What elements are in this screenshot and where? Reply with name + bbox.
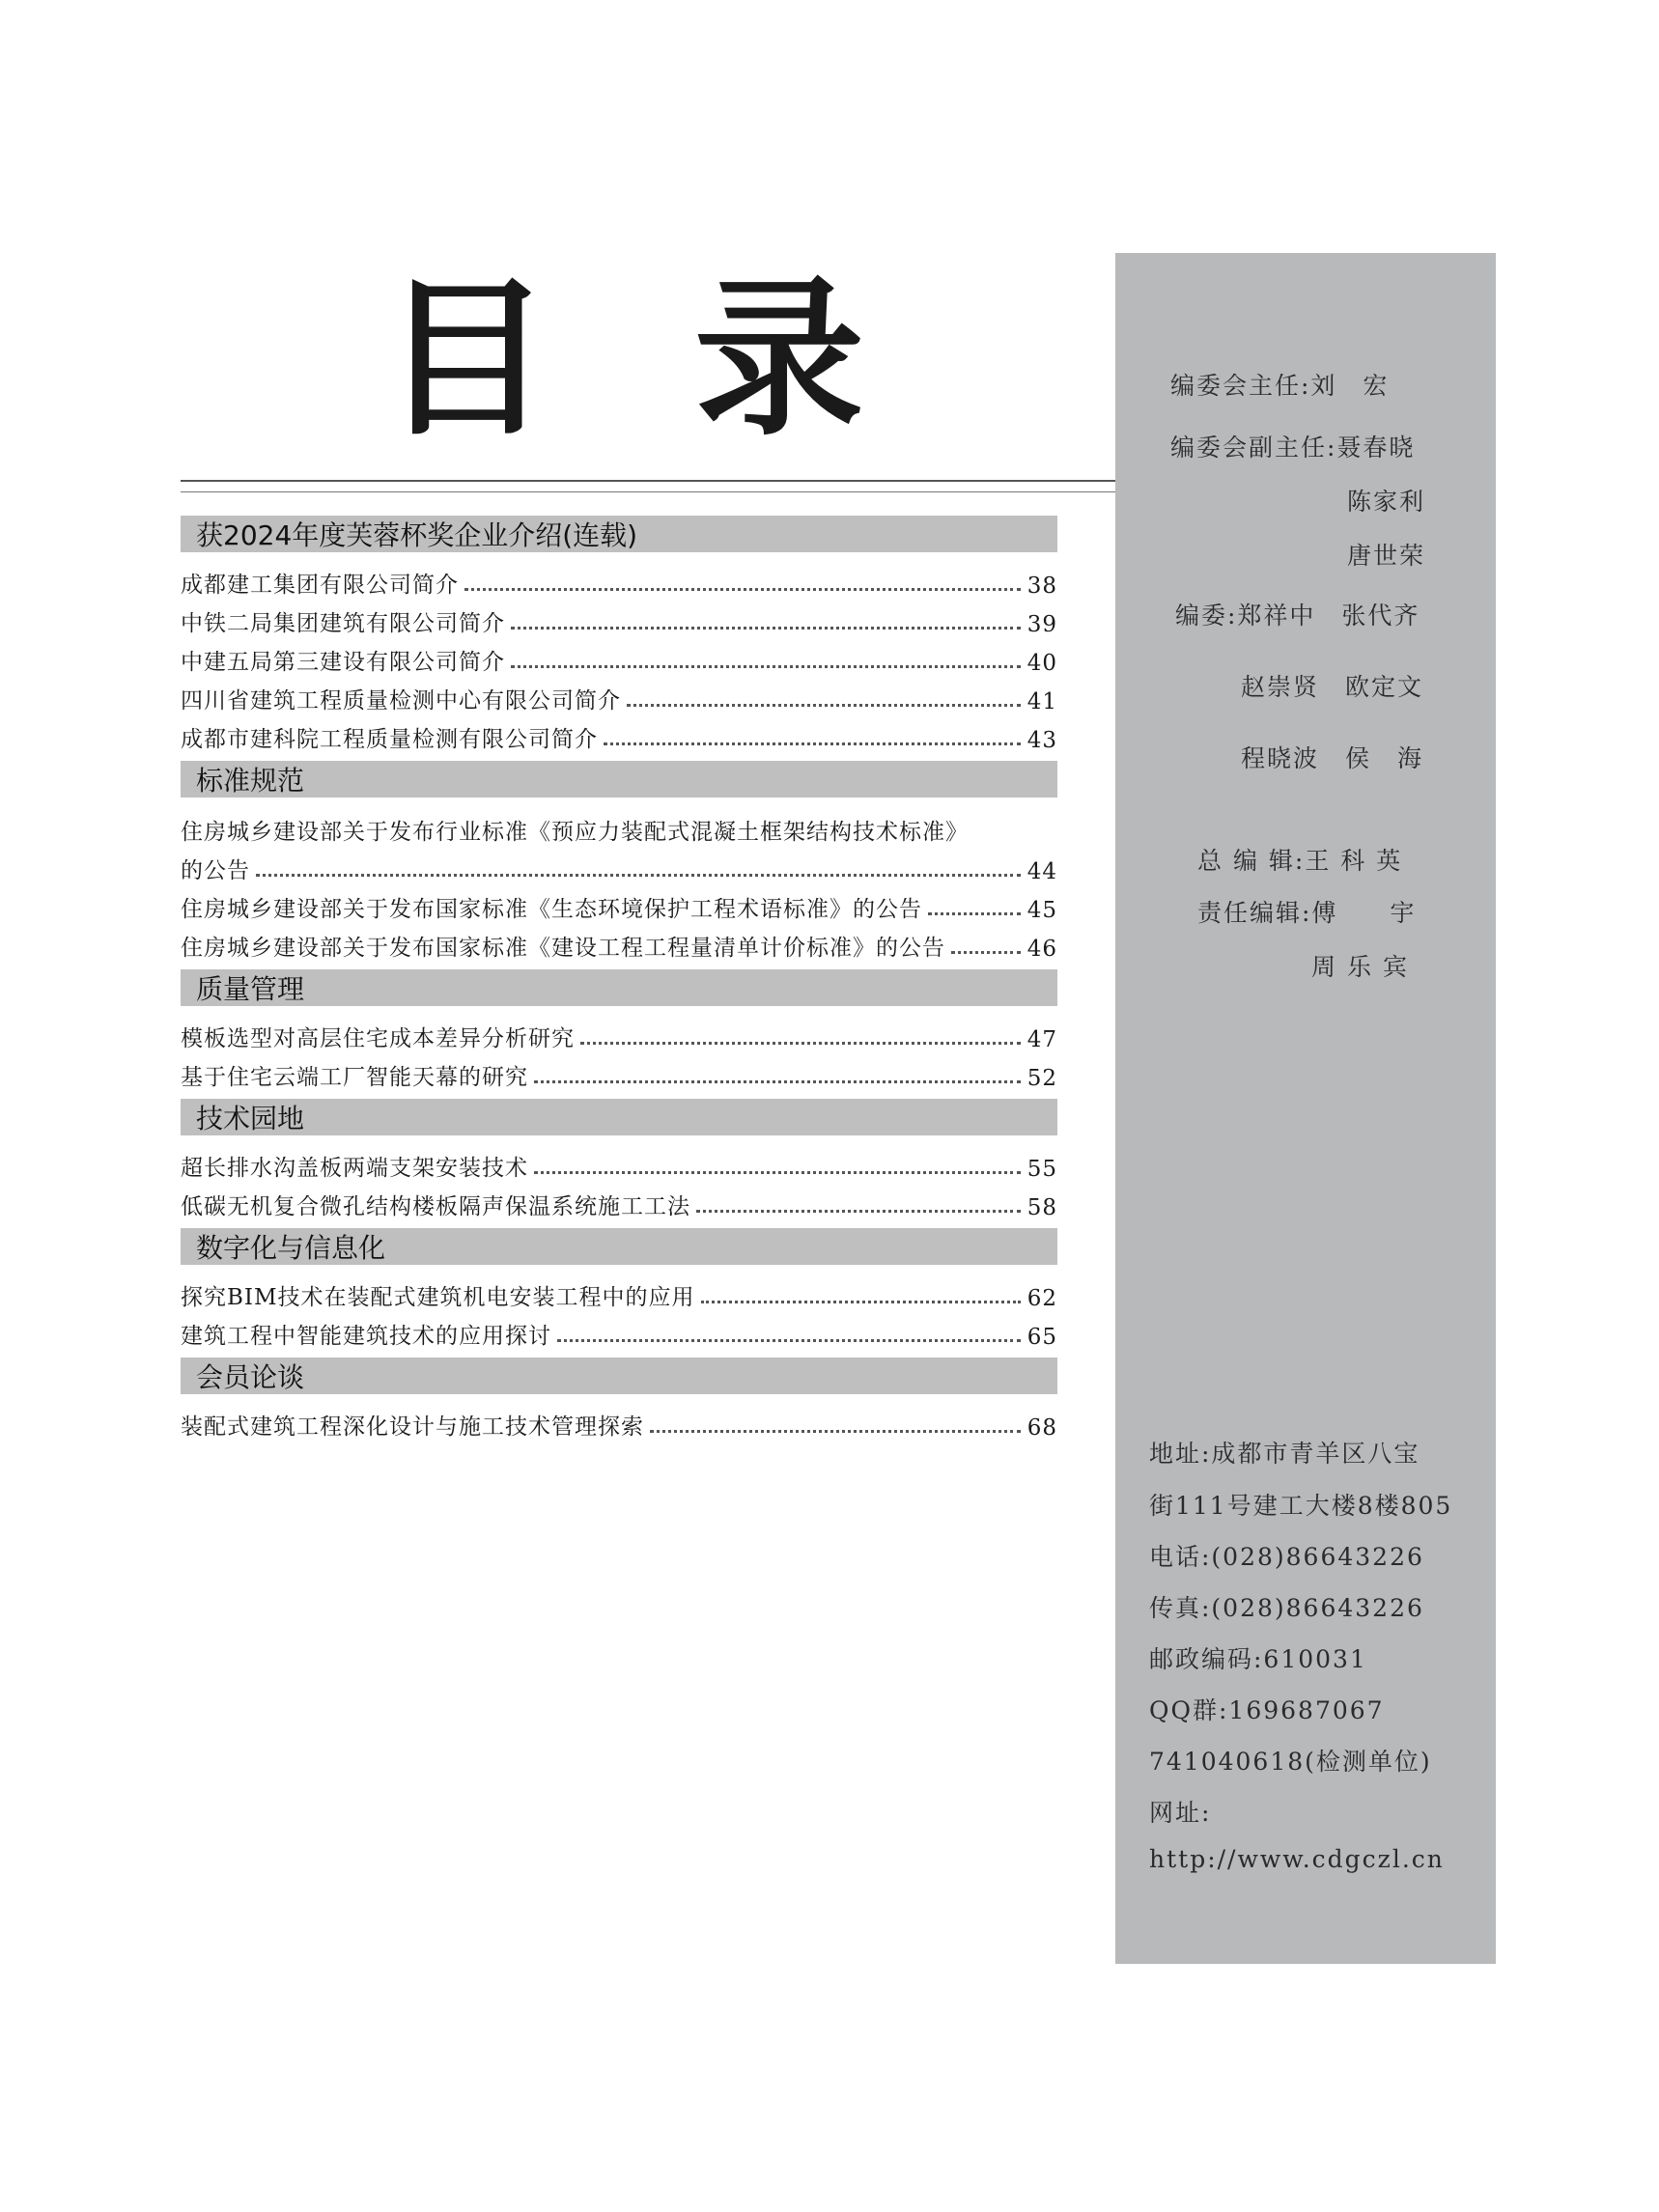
toc-entry[interactable] (181, 1273, 1057, 1311)
toc-entry[interactable] (181, 1182, 1057, 1220)
section-header: 数字化与信息化 (181, 1228, 1057, 1265)
toc-entry[interactable] (181, 1143, 1057, 1182)
entry-page: 40 (1026, 651, 1057, 676)
header-rule-thin (181, 491, 1115, 492)
entry-title: 超长排水沟盖板两端支架安装技术 (181, 1156, 528, 1181)
entry-title: 中铁二局集团建筑有限公司简介 (181, 611, 505, 636)
toc-entry[interactable] (181, 676, 1057, 714)
toc-section (181, 761, 1057, 962)
address-line-2: 街111号建工大楼8楼805 (1149, 1492, 1453, 1520)
dot-leader (256, 873, 1021, 877)
toc-section (181, 1099, 1057, 1220)
toc-entry[interactable] (181, 923, 1057, 962)
entry-title: 成都市建科院工程质量检测有限公司简介 (181, 727, 598, 752)
toc-entry[interactable] (181, 846, 1057, 884)
dot-leader (511, 664, 1021, 668)
toc-entry[interactable] (181, 599, 1057, 637)
entry-page: 39 (1026, 612, 1057, 637)
website-label: 网址: (1149, 1799, 1212, 1827)
qq-group-2: 741040618(检测单位) (1149, 1748, 1432, 1776)
title-char-2: 录 (693, 259, 864, 459)
toc-entry[interactable] (181, 1402, 1057, 1441)
responsible-editor: 责任编辑:傅 宇 (1197, 899, 1417, 927)
entry-title: 的公告 (181, 858, 250, 883)
toc-section (181, 1358, 1057, 1441)
toc-entry[interactable] (181, 637, 1057, 676)
committee-deputy-3: 唐世荣 (1347, 542, 1426, 570)
page-title (381, 259, 864, 459)
entry-page: 43 (1026, 728, 1057, 753)
phone: 电话:(028)86643226 (1149, 1543, 1424, 1571)
website-url[interactable]: http://www.cdgczl.cn (1149, 1845, 1445, 1873)
entry-title: 建筑工程中智能建筑技术的应用探讨 (181, 1324, 551, 1349)
committee-director: 编委会主任:刘 宏 (1170, 372, 1390, 400)
section-header: 技术园地 (181, 1099, 1057, 1135)
responsible-editor-2: 周 乐 宾 (1311, 953, 1409, 981)
committee-members-2: 赵崇贤 欧定文 (1241, 673, 1424, 701)
entry-title: 住房城乡建设部关于发布国家标准《建设工程工程量清单计价标准》的公告 (181, 936, 945, 961)
committee-members-1: 编委:郑祥中 张代齐 (1175, 602, 1420, 630)
toc-section (181, 516, 1057, 753)
dot-leader (650, 1429, 1021, 1433)
entry-page: 45 (1026, 898, 1057, 923)
entry-title: 中建五局第三建设有限公司简介 (181, 650, 505, 675)
entry-page: 41 (1026, 689, 1057, 714)
entry-title: 探究BIM技术在装配式建筑机电安装工程中的应用 (181, 1285, 695, 1310)
entry-page: 47 (1026, 1027, 1057, 1052)
dot-leader (604, 742, 1021, 745)
dot-leader (534, 1079, 1021, 1083)
fax: 传真:(028)86643226 (1149, 1594, 1424, 1622)
committee-deputy: 编委会副主任:聂春晓 (1170, 434, 1416, 462)
entry-page: 44 (1026, 859, 1057, 884)
toc-entry[interactable] (181, 1052, 1057, 1091)
entry-title: 成都建工集团有限公司简介 (181, 573, 459, 598)
entry-page: 58 (1026, 1195, 1057, 1220)
dot-leader (951, 950, 1021, 954)
entry-page: 55 (1026, 1157, 1057, 1182)
title-char-1: 目 (381, 259, 552, 459)
entry-page: 65 (1026, 1325, 1057, 1350)
committee-members-3: 程晓波 侯 海 (1241, 744, 1424, 772)
chief-editor: 总 编 辑:王 科 英 (1197, 847, 1403, 875)
dot-leader (580, 1041, 1021, 1045)
dot-leader (928, 911, 1021, 915)
entry-page: 46 (1026, 937, 1057, 962)
table-of-contents (181, 512, 1057, 1441)
dot-leader (534, 1170, 1021, 1174)
toc-section (181, 969, 1057, 1091)
dot-leader (701, 1300, 1021, 1303)
entry-title: 四川省建筑工程质量检测中心有限公司简介 (181, 688, 621, 714)
entry-title: 基于住宅云端工厂智能天幕的研究 (181, 1065, 528, 1090)
toc-entry[interactable] (181, 1014, 1057, 1052)
toc-entry-line1[interactable]: 住房城乡建设部关于发布行业标准《预应力装配式混凝土框架结构技术标准》 (181, 820, 969, 845)
entry-title: 住房城乡建设部关于发布国家标准《生态环境保护工程术语标准》的公告 (181, 897, 922, 922)
entry-title: 装配式建筑工程深化设计与施工技术管理探索 (181, 1414, 644, 1440)
entry-page: 52 (1026, 1066, 1057, 1091)
entry-title: 模板选型对高层住宅成本差异分析研究 (181, 1026, 575, 1051)
entry-title: 低碳无机复合微孔结构楼板隔声保温系统施工工法 (181, 1194, 690, 1219)
entry-page: 38 (1026, 574, 1057, 599)
toc-entry[interactable] (181, 714, 1057, 753)
dot-leader (696, 1209, 1021, 1213)
toc-section (181, 1228, 1057, 1350)
editorial-sidebar (1115, 253, 1496, 1964)
postal-code: 邮政编码:610031 (1149, 1645, 1367, 1673)
toc-entry[interactable] (181, 560, 1057, 599)
entry-page: 62 (1026, 1286, 1057, 1311)
section-header: 会员论谈 (181, 1358, 1057, 1394)
section-header: 获2024年度芙蓉杯奖企业介绍(连载) (181, 516, 1057, 552)
address-line-1: 地址:成都市青羊区八宝 (1149, 1440, 1420, 1468)
dot-leader (557, 1338, 1021, 1342)
entry-page: 68 (1026, 1415, 1057, 1441)
dot-leader (464, 587, 1021, 591)
dot-leader (511, 626, 1021, 630)
section-header: 质量管理 (181, 969, 1057, 1006)
qq-group: QQ群:169687067 (1149, 1696, 1385, 1724)
dot-leader (627, 703, 1021, 707)
section-header: 标准规范 (181, 761, 1057, 798)
committee-deputy-2: 陈家利 (1347, 488, 1426, 516)
toc-entry[interactable] (181, 884, 1057, 923)
header-rule-thick (181, 480, 1115, 482)
toc-entry[interactable] (181, 1311, 1057, 1350)
